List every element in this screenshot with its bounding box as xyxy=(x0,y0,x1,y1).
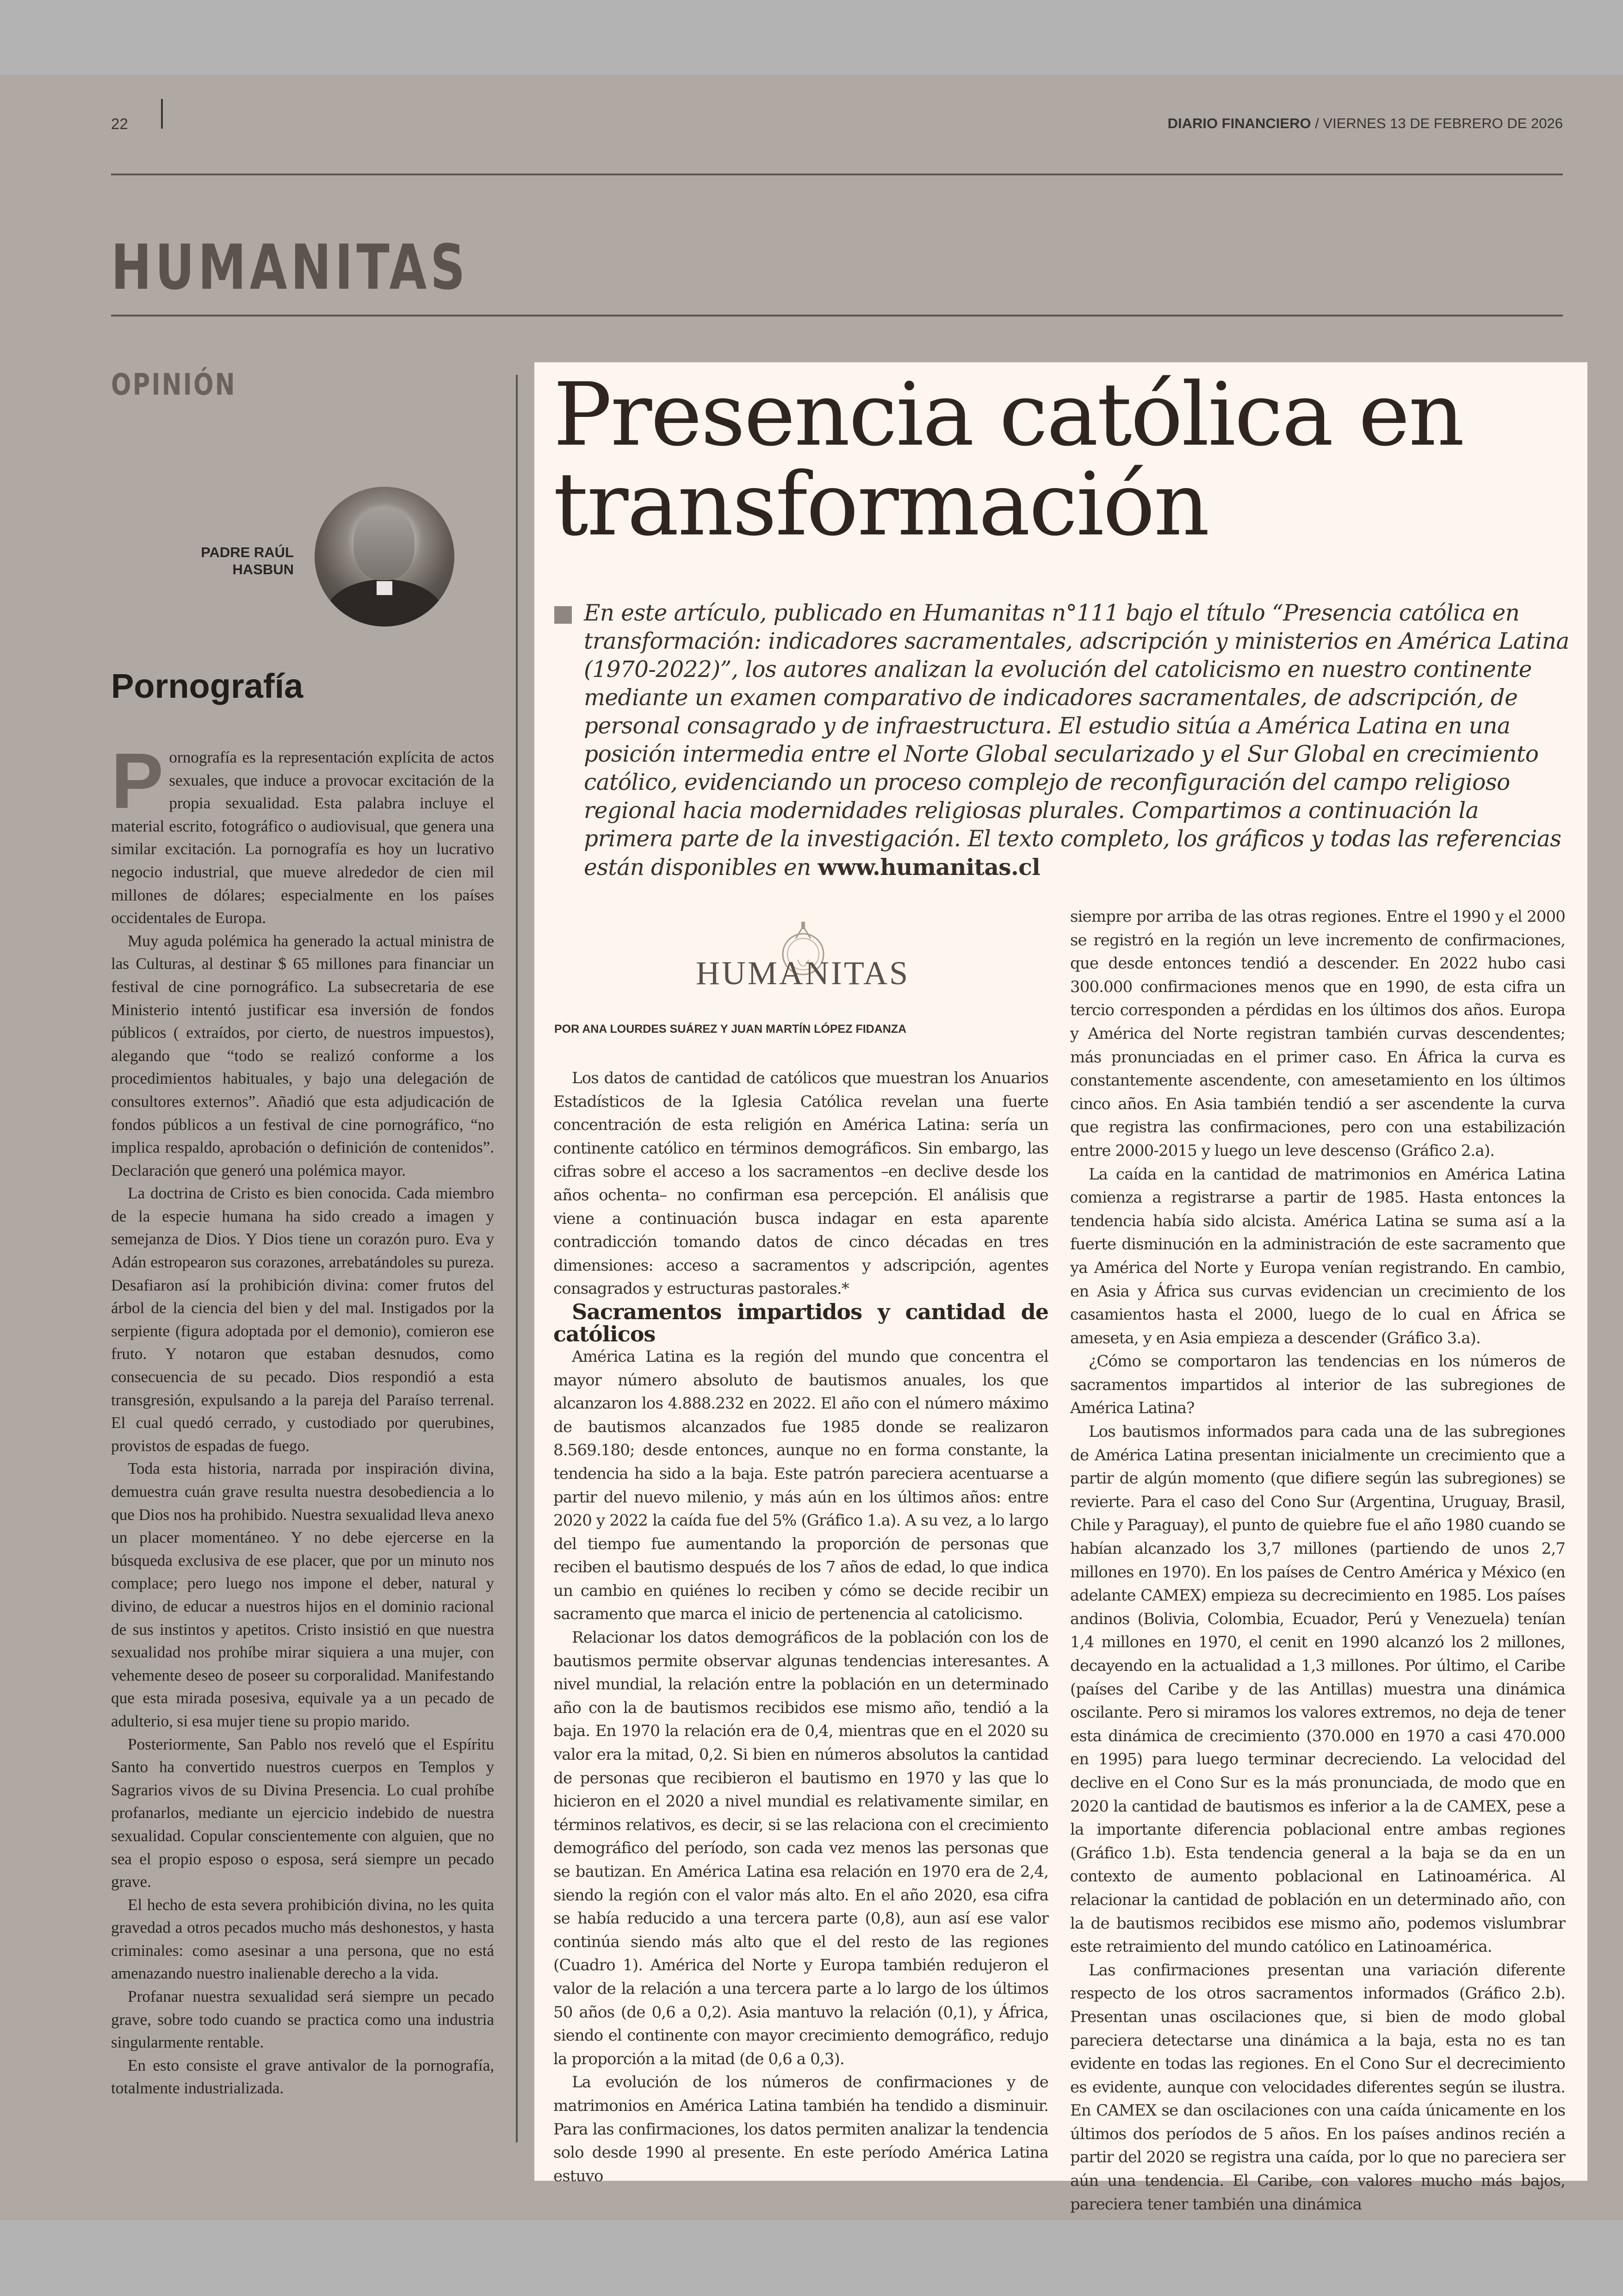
issue-date: / VIERNES 13 DE FEBRERO DE 2026 xyxy=(1315,115,1563,131)
article-subhead: Sacramentos impartidos y cantidad de católicos xyxy=(553,1299,1048,1347)
column-paragraph: Posteriormente, San Pablo nos reveló que el Espíritu Santo ha convertido nuestros cuerpos en Templos y Sagrarios vivos de su Divina Presencia. Lo cual prohíbe profanarlos, mediante un ejercicio indebido de nuestra sexualidad. Copular conscientemente con alguien, que no sea el propio esposo o esposa, será siempre un pecado grave. xyxy=(111,1735,494,1891)
article-paragraph: Las confirmaciones presentan una variación diferente respecto de los otros sacramentos informados (Gráfico 2.b). Presentan unas oscilaciones que, si bien de modo global pareciera detectarse una dinámica a la baja, esta no es tan evidente en todas las regiones. En el Cono Sur el decrecimiento es evidente, aunque con velocidades diferentes según se ilustra. En CAMEX se dan oscilaciones con una caída únicamente en los últimos dos períodos de 5 años. En los países andinos recién a partir del 2020 se registra una caída, por lo que no pareciera ser aún una tendencia. El Caribe, con valores mucho más bajos, pareciera tener también una dinámica xyxy=(1070,1961,1565,2214)
section-rule xyxy=(111,315,1563,316)
column-paragraph: El hecho de esta severa prohibición divina, no les quita gravedad a otros pecados mucho más deshonestos, y hasta criminales: como asesinar a una persona, que no está amenazando nuestro inalienable derecho a la vida. xyxy=(111,1895,494,1983)
dek-link[interactable]: www.humanitas.cl xyxy=(818,854,1041,881)
article-paragraph: siempre por arriba de las otras regiones. Entre el 1990 y el 2000 se registró en la región un leve incremento de confirmaciones, que desde entonces tendió a descender. En 2022 hubo casi 300.000 confirmaciones menos que en 1990, de esta cifra un tercio corresponden a pérdidas en los últimos dos años. Europa y América del Norte registran también curvas descendentes; más pronunciadas en el primer caso. En África la curva es constantemente ascendente, con amesetamiento en los últimos cinco años. En Asia también tendió a ser ascendente la curva que registra las confirmaciones, pero con una estabilización entre 2000-2015 y luego un leve descenso (Gráfico 2.a). xyxy=(1070,907,1565,1160)
humanitas-logo xyxy=(680,908,925,1014)
article-paragraph: Los bautismos informados para cada una de las subregiones de América Latina presentan inicialmente un crecimiento que a partir de algún momento (que difiere según las subregiones) se revierte. Para el caso del Cono Sur (Argentina, Uruguay, Brasil, Chile y Paraguay), el punto de quiebre fue el año 1980 cuando se habían alcanzado los 3,7 millones (partiendo de unos 2,7 millones en 1970). En los países de Centro América y México (en adelante CAMEX) empieza su decrecimiento en 1985. Los países andinos (Bolivia, Colombia, Ecuador, Perú y Venezuela) tenían 1,4 millones en 1970, el cenit en 1990 alcanzó los 2 millones, decayendo en la actualidad a 1,3 millones. Por último, el Caribe (países del Caribe y de las Antillas) muestra una dinámica oscilante. Pero si miramos los valores extremos, no deja de tener esta dinámica de crecimiento (370.000 en 1970 a casi 470.000 en 1995) para luego terminar decreciendo. La velocidad del declive en el Cono Sur es la más pronunciada, de modo que en 2020 la cantidad de bautismos es inferior a la de CAMEX, pese a la importante diferencia poblacional entre ambas regiones (Gráfico 1.b). Esta tendencia general a la baja se da en un contexto de aumento poblacional en Latinoamérica. Al relacionar la cantidad de población en un determinado año, con la de bautismos recibidos ese mismo año, podemos vislumbrar este retraimiento del mundo católico en Latinoamérica. xyxy=(1070,1422,1565,1956)
author-photo-collar xyxy=(377,581,392,595)
author-photo-face xyxy=(353,506,415,580)
dropcap: P xyxy=(111,737,164,825)
dek-bullet-icon xyxy=(554,606,572,624)
article-dek xyxy=(584,599,1569,882)
column-paragraph: Profanar nuestra sexualidad será siempre un pecado grave, sobre todo cuando se practica como una industria singularmente rentable. xyxy=(111,1987,494,2052)
column-paragraph: En esto consiste el grave antivalor de la pornografía, totalmente industrializada. xyxy=(111,2056,494,2097)
author-name xyxy=(139,544,294,578)
author-photo xyxy=(315,487,454,627)
column-title: Pornografía xyxy=(111,667,304,705)
article-byline: POR ANA LOURDES SUÁREZ Y JUAN MARTÍN LÓPEZ FIDANZA xyxy=(554,1023,907,1036)
page-number: 22 xyxy=(111,115,128,132)
article-paragraph: América Latina es la región del mundo que concentra el mayor número absoluto de bautismos anuales, los que alcanzaron los 4.888.232 en 2022. El año con el número máximo de bautismos alcanzados fue 1985 donde se realizaron 8.569.180; desde entonces, aunque no en forma constante, la tendencia ha sido a la baja. Este patrón pareciera acentuarse a partir del nuevo milenio, y más aún en los últimos años: entre 2020 y 2022 la caída fue del 5% (Gráfico 1.a). A su vez, a lo largo del tiempo fue aumentando la proporción de personas que reciben el bautismo después de los 7 años de edad, lo que indica un cambio en quiénes lo reciben y cómo se decide recibir un sacramento que marca el inicio de pertenencia al catolicismo. xyxy=(553,1347,1048,1624)
article-paragraph: Relacionar los datos demográficos de la población con los de bautismos permite observar algunas tendencias interesantes. A nivel mundial, la relación entre la población en un determinado año con la de bautismos recibidos ese mismo año, tendió a la baja. En 1970 la relación era de 0,4, mientras que en el 2020 su valor era la mitad, 0,2. Si bien en números absolutos la cantidad de personas que recibieron el bautismo en 1970 y las que lo hicieron en el 2020 a nivel mundial es relativamente similar, en términos relativos, es decir, si se las relaciona con el crecimiento demográfico del período, son cada vez menos las personas que se bautizan. En América Latina esa relación en 1970 era de 2,4, siendo la región con el valor más alto. En el año 2020, esa cifra se había reducido a una tercera parte (0,8), aun así ese valor continúa siendo más alto que el del resto de las regiones (Cuadro 1). América del Norte y Europa también redujeron el valor de la relación a una tercera parte a lo largo de los últimos 50 años (de 0,6 a 0,2). Asia mantuvo la relación (0,1), y África, siendo el continente con mayor crecimiento demográfico, redujo la proporción a la mitad (de 0,6 a 0,3). xyxy=(553,1628,1048,2068)
dek-text: En este artículo, publicado en Humanitas n°111 bajo el título “Presencia católica en transformación: indicadores sacramentales, adscripción y ministerios en América Latina (1970-2022)”, los autores analizan la evolución del catolicismo en nuestro continente mediante un examen comparativo de indicadores sacramentales, de adscripción, de personal consagrado y de infraestructura. El estudio sitúa a América Latina en una posición intermedia entre el Norte Global secularizado y el Sur Global en crecimiento católico, evidenciando un proceso complejo de reconfiguración del campo religioso regional hacia modernidades religiosas plurales. Compartimos a continuación la primera parte de la investigación. El texto completo, los gráficos y todas las referencias están disponibles en xyxy=(584,600,1569,881)
author-line-2: HASBUN xyxy=(232,561,294,577)
masthead xyxy=(1168,115,1563,132)
column-paragraph: Muy aguda polémica ha generado la actual ministra de las Culturas, al destinar $ 65 millones para financiar un festival de cine pornográfico. La subsecretaria de ese Ministerio intentó justificar esa inversión de fondos públicos ( extraídos, por cierto, de nuestros impuestos), alegando que “todo se realizó conforme a los procedimientos habituales, y bajo una delegación de consultores externos”. Añadió que esta adjudicación de fondos públicos a un festival de cine pornográfico, “no implica respaldo, aprobación o definición de contenidos”. Declaración que generó una polémica mayor. xyxy=(111,931,494,1179)
logo-wordmark: HUMANITAS xyxy=(695,955,910,992)
column-first-text: ornografía es la representación explícita de actos sexuales, que induce a provocar excitación de la propia sexualidad. Esta palabra incluye el material escrito, fotográfico o audiovisual, que genera una similar excitación. La pornografía es hoy un lucrativo negocio industrial, que mueve alrededor de cien mil millones de dólares; especialmente en los países occidentales de Europa. xyxy=(111,748,494,927)
column-body xyxy=(111,737,494,2100)
folio-divider xyxy=(161,99,163,129)
section-title: HUMANITAS xyxy=(111,231,469,304)
article-paragraph: La caída en la cantidad de matrimonios en América Latina comienza a registrarse a partir de 1985. Hasta entonces la tendencia había sido alcista. América Latina se suma así a la fuerte disminución en la administración de este sacramento que ya América del Norte y Europa venían registrando. En cambio, en Asia y África sus curvas evidencian un crecimiento de los casamientos hasta el 2000, luego de lo cual en África se ameseta, y en Asia empieza a descender (Gráfico 3.a). xyxy=(1070,1165,1565,1347)
publication-name: DIARIO FINANCIERO xyxy=(1167,115,1311,131)
column-divider xyxy=(516,375,518,2142)
column-first-paragraph xyxy=(111,737,494,930)
column-paragraph: Toda esta historia, narrada por inspiración divina, demuestra cuán grave resulta nuestra desobediencia a lo que Dios nos ha prohibido. Nuestra sexualidad lleva anexo un placer momentáneo. Y no debe ejercerse en la búsqueda exclusiva de ese placer, que por un minuto nos complace; pero luego nos impone el deber, natural y divino, de educar a nuestros hijos en el dominio racional de sus instintos y apetitos. Cristo insistió en que nuestra sexualidad nos prohíbe mirar siquiera a una mujer, con vehemente deseo de poseer su corporalidad. Manifestando que esta mirada posesiva, equivale ya a un pecado de adulterio, si esa mujer tiene su propio marido. xyxy=(111,1459,494,1730)
article-column-2 xyxy=(1070,905,1565,2216)
article-paragraph: La evolución de los números de confirmaciones y de matrimonios en América Latina también ha tendido a disminuir. Para las confirmaciones, los datos permiten analizar la tendencia solo desde 1990 al presente. En este período América Latina estuvo xyxy=(553,2073,1048,2185)
article-paragraph: ¿Cómo se comportaron las tendencias en los números de sacramentos impartidos al interior de las subregiones de América Latina? xyxy=(1070,1352,1565,1418)
article-intro: Los datos de cantidad de católicos que muestran los Anuarios Estadísticos de la Iglesia Católica revelan una fuerte concentración de esta religión en América Latina: sería un continente católico en términos demográficos. Sin embargo, las cifras sobre el acceso a los sacramentos –en declive desde los años ochenta– no confirman esa percepción. El análisis que viene a continuación busca indagar en esta aparente contradicción tomando datos de cinco décadas en tres dimensiones: acceso a sacramentos y adscripción, agentes consagrados y estructuras pastorales.* xyxy=(553,1069,1048,1298)
article-headline: Presencia católica en transformación xyxy=(553,364,1463,555)
author-line-1: PADRE RAÚL xyxy=(201,544,294,560)
header-rule xyxy=(111,174,1563,175)
opinion-label: OPINIÓN xyxy=(111,368,236,402)
column-paragraph: La doctrina de Cristo es bien conocida. Cada miembro de la especie humana ha sido creado a imagen y semejanza de Dios. Y Dios tiene un corazón puro. Eva y Adán estropearon sus corazones, arrebatándoles su pureza. Desafiaron así la prohibición divina: comer frutos del árbol de la ciencia del bien y del mal. Instigados por la serpiente (figura adoptada por el demonio), comieron ese fruto. Y notaron que estaban desnudos, como consecuencia de su pecado. Dios respondió a esta transgresión, expulsando a la pareja del Paraíso terrenal. El cual quedó cerrado, y custodiado por querubines, provistos de espadas de fuego. xyxy=(111,1184,494,1455)
article-column-1 xyxy=(553,1067,1048,2188)
